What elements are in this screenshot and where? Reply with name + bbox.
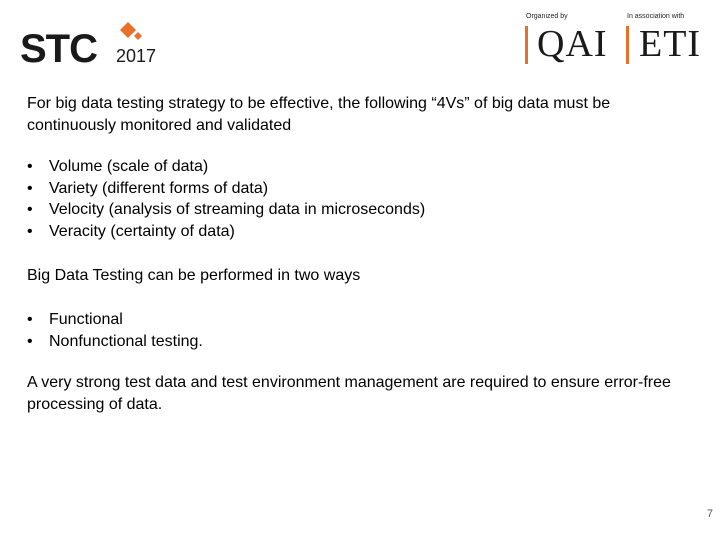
stc-logo-year: 2017 <box>116 46 157 66</box>
list-item-text: Volume (scale of data) <box>49 158 209 175</box>
association-label: In association with <box>627 13 685 20</box>
bullet-icon: • <box>27 179 33 197</box>
list-item-text: Velocity (analysis of streaming data in microseconds) <box>49 201 426 218</box>
list-item-text: Nonfunctional testing. <box>49 332 203 350</box>
stc-2017-logo <box>20 20 180 68</box>
list-item <box>27 199 425 221</box>
stc-logo-letters: STC <box>20 27 97 68</box>
list-item-text: Functional <box>49 311 123 328</box>
bullet-icon: • <box>27 332 33 350</box>
eti-accent-bar <box>626 26 629 64</box>
bullet-icon: • <box>27 201 33 218</box>
closing-paragraph: A very strong test data and test environment management are required to ensure error-free processing of data. <box>27 374 671 413</box>
stc-logo-diamond <box>120 22 136 38</box>
testing-ways-list <box>27 309 203 352</box>
eti-logo: ETI <box>639 23 702 65</box>
list-item <box>27 178 425 200</box>
qai-accent-bar <box>525 26 528 64</box>
list-item <box>27 331 203 353</box>
list-item <box>27 156 425 178</box>
bullet-icon: • <box>27 222 33 240</box>
qai-logo: QAI <box>537 23 608 65</box>
bullet-icon: • <box>27 158 33 175</box>
intro-paragraph: For big data testing strategy to be effective, the following “4Vs” of big data must be continuously monitored and validated <box>27 95 611 134</box>
four-vs-list <box>27 156 425 242</box>
list-item <box>27 221 425 243</box>
list-item <box>27 309 203 331</box>
list-item-text: Variety (different forms of data) <box>49 179 269 197</box>
stc-logo-diamond-small <box>134 32 142 40</box>
page-number: 7 <box>706 508 713 520</box>
ways-paragraph: Big Data Testing can be performed in two ways <box>27 267 361 284</box>
bullet-icon: • <box>27 311 33 328</box>
list-item-text: Veracity (certainty of data) <box>49 222 235 240</box>
organized-by-label: Organized by <box>526 13 568 20</box>
